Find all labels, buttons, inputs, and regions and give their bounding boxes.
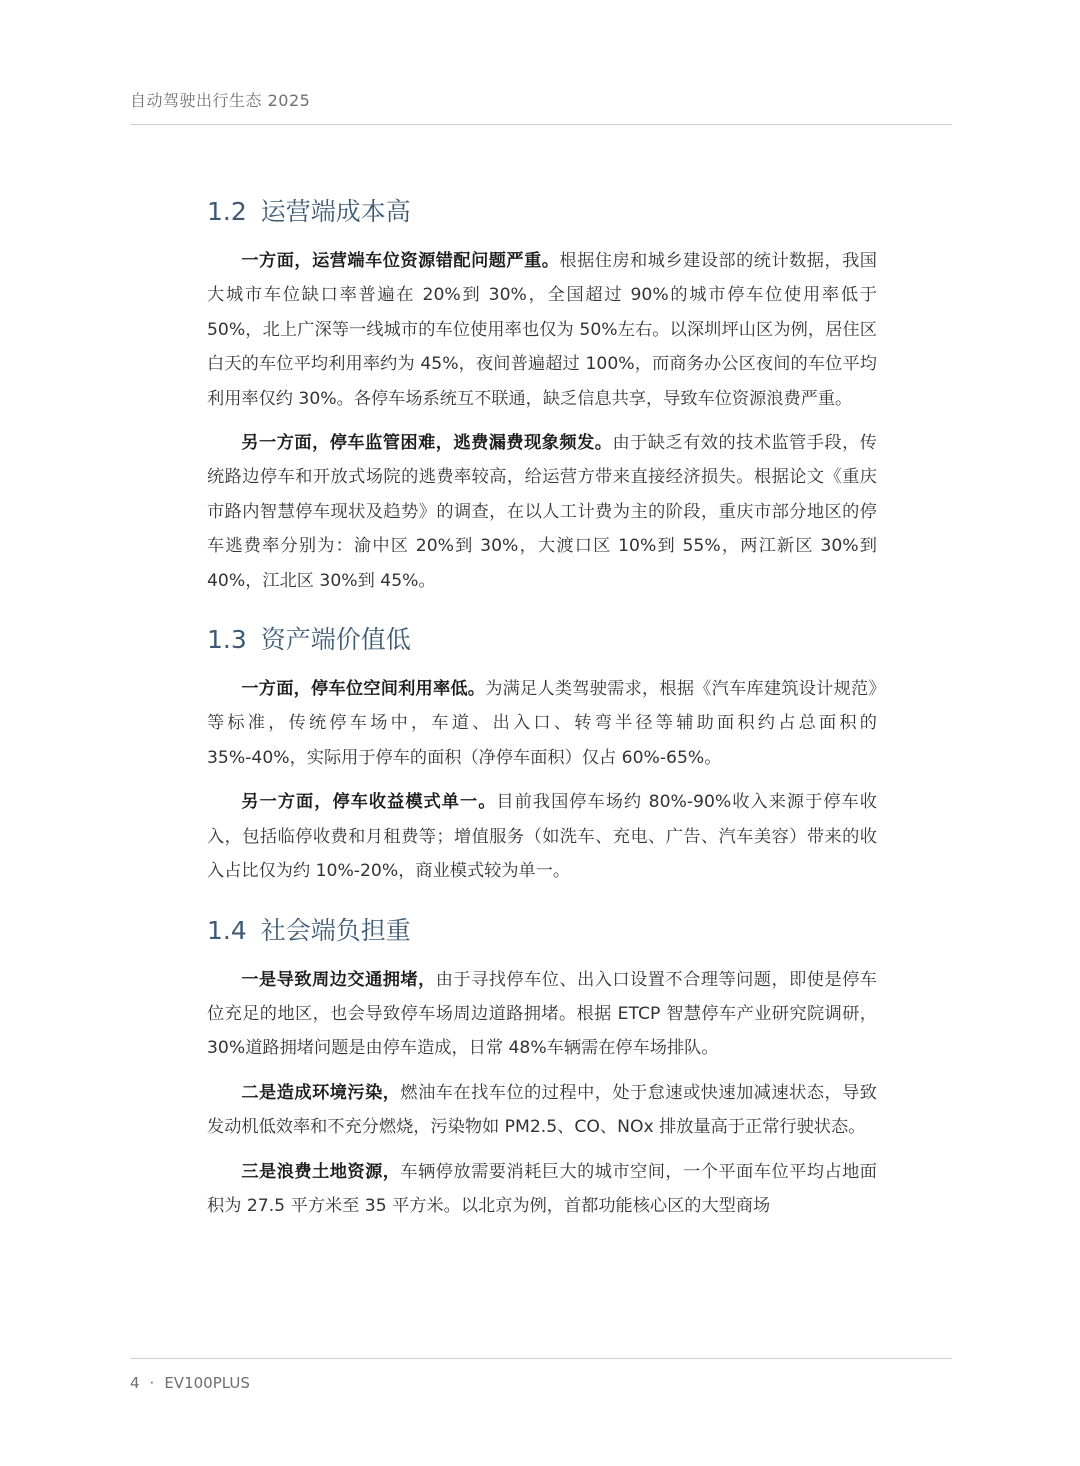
section-heading-1-4 xyxy=(207,909,877,953)
footer-separator: · xyxy=(149,1374,155,1392)
footer-brand: EV100PLUS xyxy=(164,1374,250,1392)
header-divider xyxy=(130,124,952,125)
paragraph-text: 目前我国停车场约 80%-90%收入来源于停车收入，包括临停收费和月租费等；增值服务（如洗车、充电、广告、汽车美容）带来的收入占比仅为约 10%-20%，商业模式较为单一。 xyxy=(207,792,877,882)
paragraph-lead: 另一方面，停车收益模式单一。 xyxy=(241,792,497,813)
paragraph-text: 由于缺乏有效的技术监管手段，传统路边停车和开放式场院的逃费率较高，给运营方带来直接经济损失。根据论文《重庆市路内智慧停车现状及趋势》的调查，在以人工计费为主的阶段，重庆市部分地区的停车逃费率分别为：渝中区 20%到 30%，大渡口区 10%到 55%，两江新区 30%到 40%，江北区 30%到 45%。 xyxy=(207,433,877,591)
section-title: 运营端成本高 xyxy=(260,197,411,226)
section-number: 1.4 xyxy=(207,915,247,945)
section-heading-1-2 xyxy=(207,190,877,234)
paragraph-lead: 另一方面，停车监管困难，逃费漏费现象频发。 xyxy=(241,433,613,454)
paragraph-text: 根据住房和城乡建设部的统计数据，我国大城市车位缺口率普遍在 20%到 30%，全国超过 90%的城市停车位使用率低于 50%，北上广深等一线城市的车位使用率也仅为 50%左右。以深圳坪山区为例，居住区白天的车位平均利用率约为 45%，夜间普遍超过 100%，而商务办公区夜间的车位平均利用率仅约 30%。各停车场系统互不联通，缺乏信息共享，导致车位资源浪费严重。 xyxy=(207,251,877,409)
paragraph-lead: 一方面，运营端车位资源错配问题严重。 xyxy=(241,251,560,271)
paragraph xyxy=(207,672,877,775)
section-number: 1.2 xyxy=(207,197,247,226)
paragraph xyxy=(207,244,877,416)
section-title: 社会端负担重 xyxy=(260,915,411,945)
paragraph-text: 车辆停放需要消耗巨大的城市空间，一个平面车位平均占地面积为 27.5 平方米至 35 平方米。以北京为例，首都功能核心区的大型商场 xyxy=(207,1161,877,1216)
paragraph xyxy=(207,426,877,598)
page-number: 4 xyxy=(130,1374,140,1392)
paragraph-lead: 二是造成环境污染， xyxy=(241,1082,401,1103)
footer-divider xyxy=(130,1358,952,1359)
section-heading-1-3 xyxy=(207,618,877,662)
paragraph-text: 为满足人类驾驶需求，根据《汽车库建筑设计规范》等标准，传统停车场中，车道、出入口、转弯半径等辅助面积约占总面积的 35%-40%，实际用于停车的面积（净停车面积）仅占 60%-65%。 xyxy=(207,679,877,768)
paragraph xyxy=(207,785,877,888)
section-title: 资产端价值低 xyxy=(260,625,411,655)
paragraph-text: 由于寻找停车位、出入口设置不合理等问题，即使是停车位充足的地区，也会导致停车场周边道路拥堵。根据 ETCP 智慧停车产业研究院调研，30%道路拥堵问题是由停车造成，日常 48%车辆需在停车场排队。 xyxy=(207,969,877,1059)
section-number: 1.3 xyxy=(207,625,247,655)
page-body xyxy=(207,190,877,1223)
paragraph-text: 燃油车在找车位的过程中，处于怠速或快速加减速状态，导致发动机低效率和不充分燃烧，污染物如 PM2.5、CO、NOx 排放量高于正常行驶状态。 xyxy=(207,1082,877,1138)
paragraph-lead: 三是浪费土地资源， xyxy=(241,1161,401,1182)
paragraph xyxy=(207,1076,877,1145)
paragraph xyxy=(207,1155,877,1224)
paragraph-lead: 一方面，停车位空间利用率低。 xyxy=(241,679,486,700)
page-footer xyxy=(130,1374,250,1392)
paragraph-lead: 一是导致周边交通拥堵， xyxy=(241,969,436,990)
running-header: 自动驾驶出行生态 2025 xyxy=(130,91,311,110)
paragraph xyxy=(207,963,877,1066)
